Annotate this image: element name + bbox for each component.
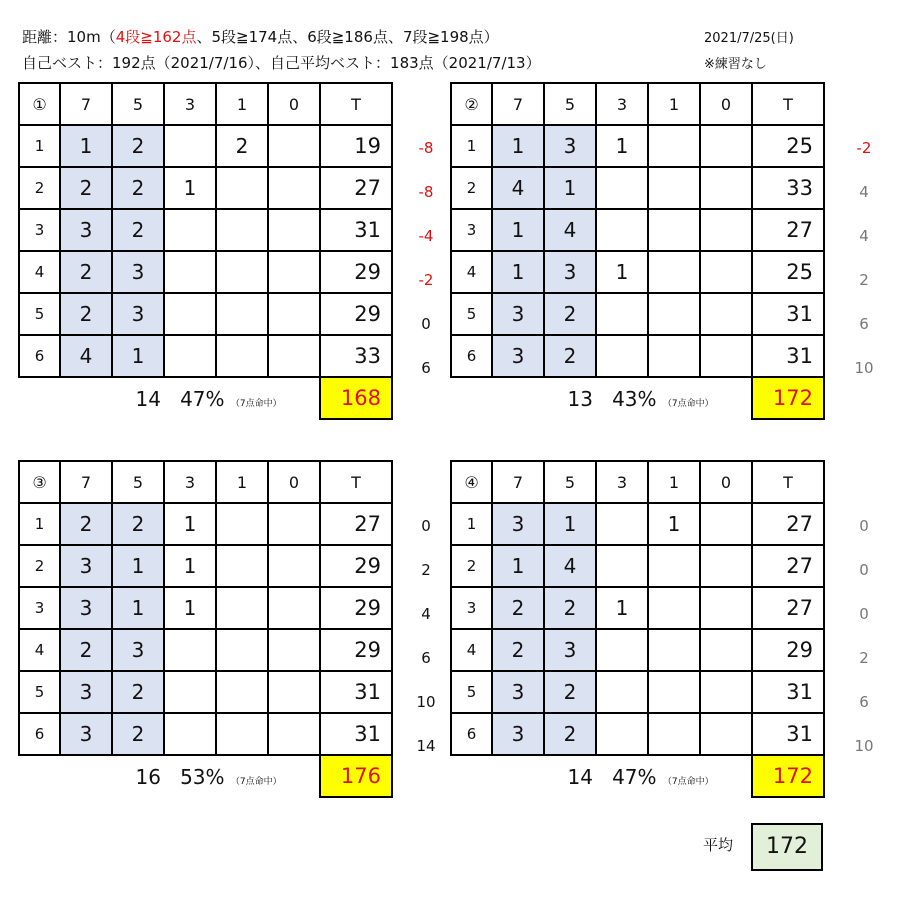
count-cell-0 [268,503,320,545]
table-row [19,629,392,671]
count-cell-3: 1 [164,545,216,587]
count-cell-3 [164,293,216,335]
column-header: 5 [544,83,596,125]
header-row [451,461,824,503]
round-total: 29 [752,629,824,671]
count-cell-5: 1 [544,503,596,545]
table-row [19,671,392,713]
count-cell-0 [268,209,320,251]
count-cell-0 [700,629,752,671]
difference-value: 2 [421,561,431,579]
session-total: 172 [752,755,824,797]
difference-value: -8 [418,139,434,157]
hit-note: （7点命中） [230,398,282,409]
round-number: 2 [451,167,492,209]
count-cell-7: 3 [492,671,544,713]
count-cell-1 [648,293,700,335]
count-cell-7: 3 [60,671,112,713]
difference-value: 6 [421,359,431,377]
count-cell-0 [700,209,752,251]
count-cell-1 [648,167,700,209]
round-total: 31 [752,713,824,755]
count-cell-1 [216,713,268,755]
count-cell-1 [216,167,268,209]
count-cell-5: 3 [112,629,164,671]
count-cell-1 [216,545,268,587]
round-total: 29 [320,293,392,335]
count-cell-0 [700,251,752,293]
count-cell-5: 3 [112,251,164,293]
count-cell-5: 2 [544,587,596,629]
round-number: 3 [451,587,492,629]
hit-stats [60,377,320,419]
count-cell-0 [700,293,752,335]
count-cell-0 [700,167,752,209]
table-row [19,251,392,293]
column-header: 0 [700,83,752,125]
difference-value: 4 [421,605,431,623]
count-cell-3 [164,629,216,671]
count-cell-5: 2 [544,335,596,377]
difference-value: 0 [859,561,869,579]
difference-value: 6 [859,693,869,711]
round-total: 27 [752,209,824,251]
round-number: 2 [451,545,492,587]
count-cell-3: 1 [596,587,648,629]
round-number: 1 [19,503,60,545]
round-number: 6 [451,713,492,755]
count-cell-1 [648,545,700,587]
distance-prefix: 距離：10m（ [22,28,116,46]
column-header: 3 [164,83,216,125]
count-cell-7: 2 [60,629,112,671]
column-header: 1 [648,461,700,503]
column-header: 5 [544,461,596,503]
table-row [19,293,392,335]
round-total: 31 [752,293,824,335]
session-label: ③ [19,461,60,503]
round-number: 2 [19,545,60,587]
count-cell-1 [648,335,700,377]
count-cell-7: 1 [60,125,112,167]
count-cell-0 [268,335,320,377]
count-cell-3 [596,545,648,587]
count-cell-3 [596,209,648,251]
hit-stats [60,755,320,797]
summary-row [451,755,824,797]
count-cell-1 [648,251,700,293]
count-cell-0 [268,587,320,629]
table-row [451,125,824,167]
round-number: 4 [451,251,492,293]
count-cell-7: 3 [492,293,544,335]
count-cell-3 [596,629,648,671]
column-header: T [320,83,392,125]
count-cell-5: 3 [544,251,596,293]
count-cell-5: 1 [112,545,164,587]
difference-value: 6 [421,649,431,667]
hit-note: （7点命中） [662,776,714,787]
count-cell-0 [700,671,752,713]
count-cell-5: 2 [112,671,164,713]
difference-value: 0 [859,517,869,535]
column-header: 3 [596,461,648,503]
score-table-1 [18,82,393,420]
count-cell-0 [268,293,320,335]
count-cell-7: 4 [492,167,544,209]
table-row [19,587,392,629]
round-number: 4 [19,629,60,671]
round-total: 31 [320,209,392,251]
count-cell-1 [216,335,268,377]
session-total: 168 [320,377,392,419]
count-cell-0 [268,125,320,167]
round-number: 3 [451,209,492,251]
round-total: 31 [752,335,824,377]
table-row [451,209,824,251]
hit-note: （7点命中） [662,398,714,409]
count-cell-0 [700,335,752,377]
count-cell-0 [700,587,752,629]
round-total: 31 [320,671,392,713]
count-cell-0 [268,713,320,755]
column-header: 3 [596,83,648,125]
session-label: ① [19,83,60,125]
count-cell-7: 2 [60,503,112,545]
difference-value: 14 [416,737,436,755]
table-row [451,587,824,629]
count-cell-1 [648,587,700,629]
difference-value: 6 [859,315,869,333]
count-cell-0 [268,629,320,671]
round-total: 29 [320,629,392,671]
round-total: 27 [752,545,824,587]
round-total: 19 [320,125,392,167]
distance-rank4: 4段≧162点 [115,28,197,46]
count-cell-5: 2 [544,671,596,713]
count-cell-5: 2 [544,713,596,755]
count-cell-0 [700,503,752,545]
round-total: 27 [320,167,392,209]
difference-value: -8 [418,183,434,201]
table-row [451,251,824,293]
round-number: 5 [451,671,492,713]
count-cell-1 [648,125,700,167]
hit-count: 14 [567,764,593,789]
date-label: 2021/7/25(日) [704,31,794,46]
hit-percent: 53% [180,764,225,789]
count-cell-7: 1 [492,125,544,167]
count-cell-3 [164,713,216,755]
column-header: 0 [268,461,320,503]
difference-value: -2 [856,139,872,157]
count-cell-5: 3 [112,293,164,335]
difference-value: -2 [418,271,434,289]
hit-count: 14 [135,386,161,411]
count-cell-3 [164,671,216,713]
count-cell-0 [700,125,752,167]
count-cell-3: 1 [596,125,648,167]
round-total: 25 [752,125,824,167]
count-cell-1 [648,713,700,755]
round-number: 3 [19,209,60,251]
column-header: 7 [492,461,544,503]
column-header: 1 [216,461,268,503]
round-number: 5 [451,293,492,335]
count-cell-1: 2 [216,125,268,167]
difference-value: 10 [854,737,874,755]
column-header: 7 [492,83,544,125]
round-number: 2 [19,167,60,209]
count-cell-1 [648,671,700,713]
round-number: 4 [19,251,60,293]
column-header: 3 [164,461,216,503]
table-row [19,167,392,209]
column-header: 5 [112,461,164,503]
table-row [19,503,392,545]
difference-value: 10 [416,693,436,711]
count-cell-0 [268,251,320,293]
hit-percent: 47% [180,386,225,411]
count-cell-0 [268,545,320,587]
difference-value: -4 [418,227,434,245]
count-cell-0 [700,713,752,755]
count-cell-3: 1 [164,167,216,209]
round-number: 5 [19,671,60,713]
count-cell-3 [596,335,648,377]
column-header: 7 [60,83,112,125]
count-cell-1 [216,587,268,629]
difference-value: 4 [859,227,869,245]
header-row [19,461,392,503]
average-label: 平均 [703,836,734,854]
count-cell-7: 4 [60,335,112,377]
score-table-3 [18,460,393,798]
count-cell-7: 2 [492,629,544,671]
round-total: 29 [320,251,392,293]
table-row [451,167,824,209]
count-cell-7: 3 [60,587,112,629]
count-cell-7: 3 [492,335,544,377]
session-total: 176 [320,755,392,797]
round-total: 27 [752,587,824,629]
hit-count: 13 [567,386,593,411]
table-row [451,713,824,755]
round-number: 4 [451,629,492,671]
count-cell-1 [648,209,700,251]
round-total: 33 [320,335,392,377]
count-cell-0 [268,671,320,713]
round-number: 3 [19,587,60,629]
count-cell-7: 1 [492,209,544,251]
average-value: 172 [751,823,823,871]
difference-value: 2 [859,649,869,667]
count-cell-5: 2 [112,713,164,755]
difference-value: 2 [859,271,869,289]
header-row [451,83,824,125]
round-total: 27 [752,503,824,545]
personal-best-line: 自己ベスト：192点（2021/7/16）、自己平均ベスト：183点（2021/7/13） [22,54,541,72]
table-row [451,335,824,377]
hit-stats [492,377,752,419]
hit-percent: 47% [612,764,657,789]
count-cell-7: 3 [60,545,112,587]
count-cell-7: 3 [492,503,544,545]
round-total: 29 [320,545,392,587]
difference-value: 4 [859,183,869,201]
count-cell-5: 4 [544,545,596,587]
count-cell-7: 1 [492,251,544,293]
round-total: 27 [320,503,392,545]
count-cell-3 [596,671,648,713]
round-number: 1 [19,125,60,167]
round-number: 6 [451,335,492,377]
count-cell-5: 2 [112,209,164,251]
column-header: 1 [648,83,700,125]
table-row [19,713,392,755]
column-header: 0 [700,461,752,503]
count-cell-7: 2 [60,167,112,209]
count-cell-3 [596,713,648,755]
hit-stats [492,755,752,797]
column-header: 5 [112,83,164,125]
column-header: T [752,461,824,503]
difference-value: 0 [859,605,869,623]
column-header: 7 [60,461,112,503]
count-cell-1: 1 [648,503,700,545]
table-row [19,125,392,167]
difference-value: 0 [421,517,431,535]
count-cell-5: 1 [112,335,164,377]
count-cell-1 [216,293,268,335]
session-label: ④ [451,461,492,503]
count-cell-7: 3 [492,713,544,755]
table-row [19,209,392,251]
distance-line [22,26,499,47]
count-cell-5: 4 [544,209,596,251]
count-cell-5: 1 [544,167,596,209]
count-cell-7: 3 [60,209,112,251]
count-cell-3 [596,293,648,335]
count-cell-3 [164,335,216,377]
round-number: 6 [19,335,60,377]
score-table-4 [450,460,825,798]
difference-value: 0 [421,315,431,333]
hit-note: （7点命中） [230,776,282,787]
table-row [451,671,824,713]
round-total: 33 [752,167,824,209]
count-cell-3: 1 [596,251,648,293]
table-row [451,293,824,335]
count-cell-5: 2 [112,125,164,167]
count-cell-5: 3 [544,125,596,167]
hit-percent: 43% [612,386,657,411]
count-cell-3 [164,209,216,251]
count-cell-3 [596,167,648,209]
round-total: 29 [320,587,392,629]
table-row [19,335,392,377]
difference-value: 10 [854,359,874,377]
round-number: 1 [451,503,492,545]
count-cell-5: 3 [544,629,596,671]
column-header: 0 [268,83,320,125]
count-cell-1 [648,629,700,671]
count-cell-7: 2 [492,587,544,629]
summary-row [451,377,824,419]
count-cell-3 [164,125,216,167]
table-row [451,545,824,587]
round-total: 31 [320,713,392,755]
count-cell-3: 1 [164,587,216,629]
summary-row [19,755,392,797]
count-cell-5: 2 [112,503,164,545]
hit-count: 16 [135,764,161,789]
round-number: 6 [19,713,60,755]
summary-row [19,377,392,419]
count-cell-0 [268,167,320,209]
round-total: 25 [752,251,824,293]
distance-suffix: 、5段≧174点、6段≧186点、7段≧198点） [196,28,499,46]
column-header: T [752,83,824,125]
round-number: 5 [19,293,60,335]
score-table-2 [450,82,825,420]
round-number: 1 [451,125,492,167]
count-cell-1 [216,503,268,545]
count-cell-1 [216,629,268,671]
count-cell-1 [216,209,268,251]
count-cell-3: 1 [164,503,216,545]
count-cell-5: 1 [112,587,164,629]
count-cell-0 [700,545,752,587]
count-cell-7: 2 [60,293,112,335]
count-cell-1 [216,251,268,293]
table-row [451,629,824,671]
table-row [451,503,824,545]
count-cell-7: 1 [492,545,544,587]
count-cell-1 [216,671,268,713]
column-header: 1 [216,83,268,125]
count-cell-3 [596,503,648,545]
header-row [19,83,392,125]
column-header: T [320,461,392,503]
count-cell-3 [164,251,216,293]
session-total: 172 [752,377,824,419]
count-cell-5: 2 [544,293,596,335]
session-label: ② [451,83,492,125]
count-cell-5: 2 [112,167,164,209]
count-cell-7: 3 [60,713,112,755]
round-total: 31 [752,671,824,713]
table-row [19,545,392,587]
practice-note: ※練習なし [704,57,767,72]
count-cell-7: 2 [60,251,112,293]
